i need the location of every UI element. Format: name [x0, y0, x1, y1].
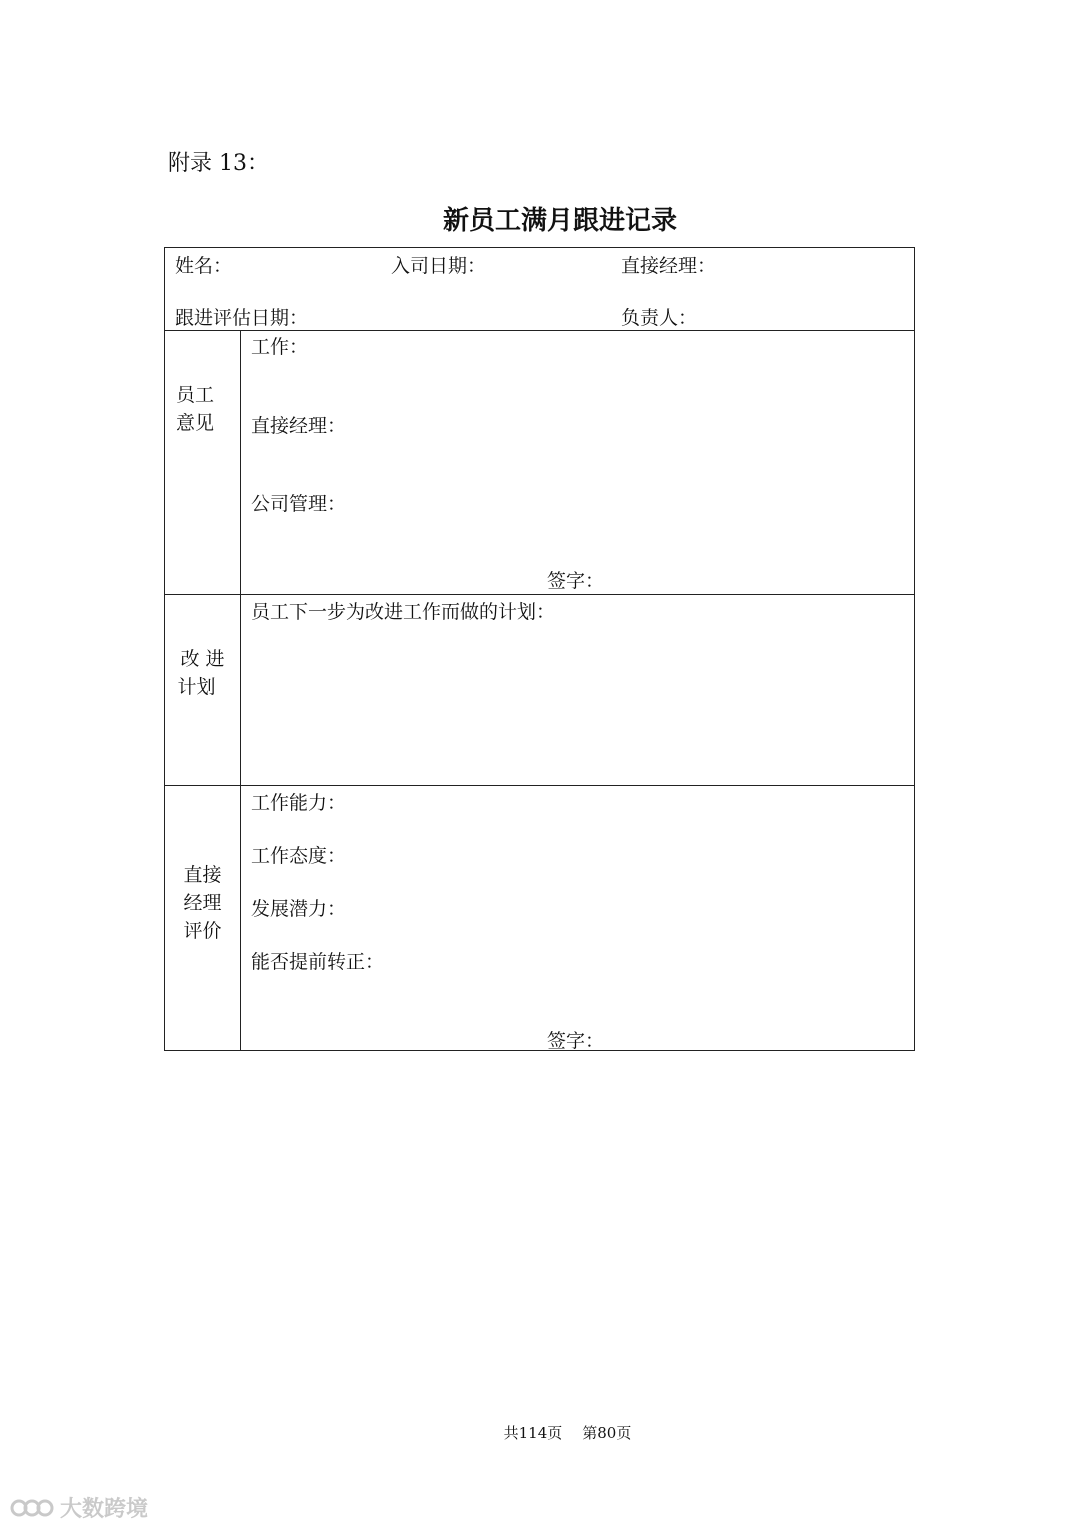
row-divider	[165, 330, 914, 331]
section-label-line: 改 进	[180, 648, 225, 670]
watermark-logo-icon	[10, 1496, 54, 1520]
work-opinion-label: 工作：	[251, 336, 309, 358]
appendix-label: 附录 13：	[168, 151, 269, 176]
row-divider	[165, 594, 914, 595]
signature-label: 签字：	[547, 570, 605, 592]
watermark-text: 大数跨境	[60, 1497, 149, 1522]
form-title: 新员工满月跟进记录	[442, 206, 677, 236]
improvement-plan-label: 员工下一步为改进工作而做的计划：	[251, 601, 556, 623]
section-label-employee-opinion	[165, 381, 225, 437]
development-potential-label: 发展潜力：	[251, 898, 347, 920]
column-divider	[240, 330, 241, 1050]
followup-date-field-label: 跟进评估日期：	[175, 307, 309, 329]
current-page: 第80页	[582, 1424, 632, 1442]
section-label-line: 经理	[183, 892, 222, 914]
page-footer	[0, 1422, 1080, 1443]
section-label-line: 员工	[175, 384, 214, 406]
followup-form-table	[164, 247, 915, 1051]
section-label-line: 直接	[183, 864, 222, 886]
owner-field-label: 负责人：	[621, 307, 698, 329]
work-ability-label: 工作能力：	[251, 792, 347, 814]
name-field-label: 姓名：	[175, 255, 233, 277]
join-date-field-label: 入司日期：	[391, 255, 487, 277]
manager-opinion-label: 直接经理：	[251, 415, 347, 437]
row-divider	[165, 785, 914, 786]
early-confirmation-label: 能否提前转正：	[251, 951, 385, 973]
total-pages: 共114页	[503, 1424, 563, 1442]
section-label-line: 计划	[177, 676, 216, 698]
section-label-improvement-plan	[165, 645, 240, 701]
company-management-opinion-label: 公司管理：	[251, 493, 347, 515]
signature-label: 签字：	[547, 1030, 605, 1052]
work-attitude-label: 工作态度：	[251, 845, 347, 867]
manager-field-label: 直接经理：	[621, 255, 717, 277]
section-label-manager-evaluation	[165, 861, 240, 945]
watermark	[10, 1492, 148, 1523]
section-label-line: 意见	[175, 412, 214, 434]
section-label-line: 评价	[183, 920, 222, 942]
